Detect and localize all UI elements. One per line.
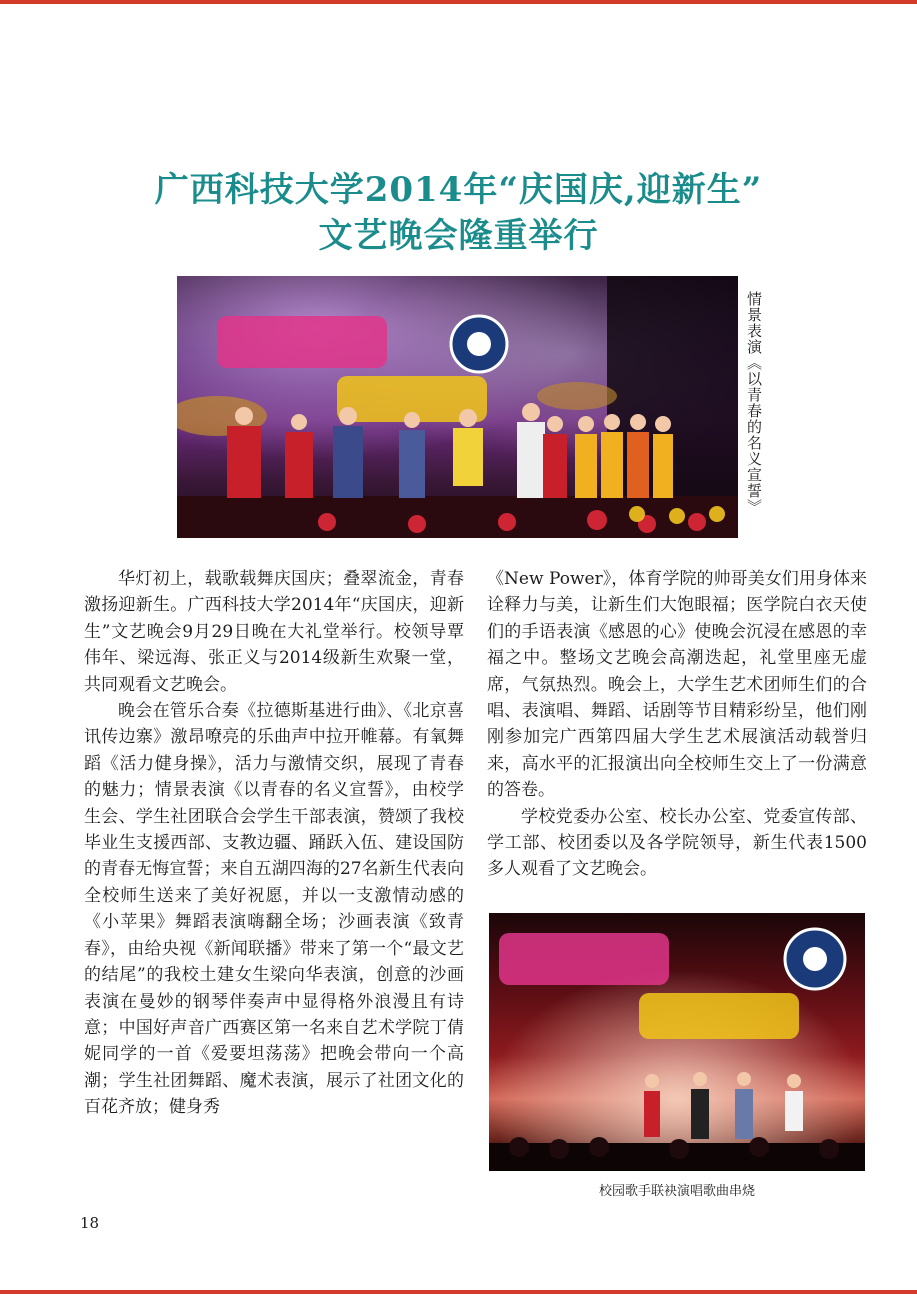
bottom-red-rule [0, 1290, 917, 1294]
top-photo-caption: 情景表演《以青春的名义宣誓》 [745, 291, 763, 515]
paragraph-1: 华灯初上，载歌载舞庆国庆；叠翠流金，青春激扬迎新生。广西科技大学2014年“庆国庆，迎新生”文艺晚会9月29日晚在大礼堂举行。校领导覃伟年、梁远海、张正义与2014级新生欢聚一堂，共同观看文艺晚会。 [84, 569, 464, 695]
page-number: 18 [80, 1214, 100, 1232]
article-title-line-2: 文艺晚会隆重举行 [318, 216, 599, 256]
paragraph-4: 学校党委办公室、校长办公室、党委宣传部、学工部、校团委以及各学院领导，新生代表1500多人观看了文艺晚会。 [487, 806, 867, 880]
stage-scene-illustration [177, 276, 738, 538]
stage-performance-photo [177, 276, 738, 538]
paragraph-3: 《New Power》，体育学院的帅哥美女们用身体来诠释力与美，让新生们大饱眼福；医学院白衣天使们的手语表演《感恩的心》使晚会沉浸在感恩的幸福之中。整场文艺晚会高潮迭起，礼堂里座无虚席，气氛热烈。晚会上，大学生艺术团师生们的合唱、表演唱、舞蹈、话剧等节目精彩纷呈，他们刚刚参加完广西第四届大学生艺术展演活动载誉归来，高水平的汇报演出向全校师生交上了一份满意的答卷。 [487, 569, 867, 801]
bottom-photo-caption: 校园歌手联袂演唱歌曲串烧 [598, 1184, 755, 1199]
top-red-rule [0, 0, 917, 4]
singers-scene-illustration [489, 913, 865, 1171]
article-left-column [84, 566, 464, 1121]
paragraph-2: 晚会在管乐合奏《拉德斯基进行曲》、《北京喜讯传边寨》激昂嘹亮的乐曲声中拉开帷幕。有氧舞蹈《活力健身操》，活力与激情交织，展现了青春的魅力；情景表演《以青春的名义宣誓》，由校学生会、学生社团联合会学生干部表演，赞颂了我校毕业生支援西部、支教边疆、踊跃入伍、建设国防的青春无悔宣誓；来自五湖四海的27名新生代表向全校师生送来了美好祝愿，并以一支激情动感的《小苹果》舞蹈表演嗨翻全场；沙画表演《致青春》，由给央视《新闻联播》带来了第一个“最文艺的结尾”的我校土建女生梁向华表演，创意的沙画表演在曼妙的钢琴伴奏声中显得格外浪漫且有诗意；中国好声音广西赛区第一名来自艺术学院丁倩妮同学的一首《爱要坦荡荡》把晚会带向一个高潮；学生社团舞蹈、魔术表演，展示了社团文化的百花齐放；健身秀 [84, 701, 464, 1118]
article-title-line-1: 广西科技大学2014年“庆国庆,迎新生” [154, 170, 763, 210]
singers-performance-photo [489, 913, 865, 1171]
article-right-column [487, 566, 867, 883]
